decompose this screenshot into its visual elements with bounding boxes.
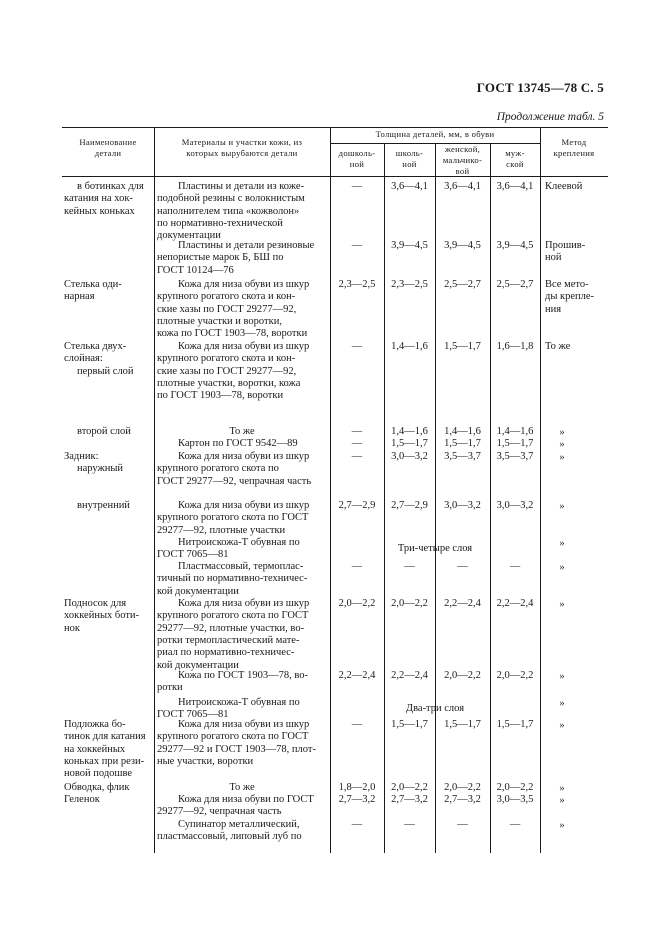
row-name: Подложка бо-: [64, 719, 126, 730]
header-women: вой: [455, 166, 470, 176]
row-material: Картон по ГОСТ 9542—89: [178, 438, 298, 449]
value-preschool: —: [351, 819, 363, 830]
value-preschool: —: [351, 341, 363, 352]
value-preschool: —: [351, 451, 363, 462]
header-women: женской,: [444, 144, 481, 154]
value-men: 1,5—1,7: [496, 719, 534, 730]
row-material: Кожа для низа обуви по ГОСТ: [178, 794, 314, 805]
row-name: катания на хок-: [64, 193, 134, 205]
row-material: 29277—92, плотные участки, во-: [157, 622, 305, 634]
header-name: детали: [94, 148, 122, 159]
value-women: —: [457, 561, 468, 572]
value-school: 1,4—1,6: [391, 341, 428, 352]
row-material: кожа по ГОСТ 1903—78, воротки: [157, 328, 308, 340]
value-preschool: —: [351, 240, 363, 251]
row-method: Все мето-: [545, 279, 589, 290]
row-material: ные участки, воротки: [157, 755, 254, 767]
row-material: крупного рогатого скота по ГОСТ: [157, 610, 309, 622]
value-women: 2,7—3,2: [444, 794, 481, 805]
value-women: 3,6—4,1: [444, 181, 481, 192]
row-material: ГОСТ 29277—92, чепрачная часть: [157, 475, 312, 487]
row-material: риал по нормативно-техничес-: [157, 647, 295, 659]
row-material: ГОСТ 7065—81: [157, 709, 229, 721]
row-name: хоккейных боти-: [64, 610, 140, 622]
row-material: плотные участки и воротки,: [157, 315, 282, 327]
value-school: 2,2—2,4: [391, 670, 428, 681]
row-name: первый слой: [77, 365, 134, 377]
value-school: 3,0—3,2: [391, 451, 428, 462]
row-material: кой документации: [157, 585, 239, 597]
value-women: 3,0—3,2: [444, 500, 481, 511]
header-school: ной: [402, 159, 417, 170]
table-top-rule: [62, 127, 608, 128]
value-school: 1,4—1,6: [391, 426, 428, 437]
row-material: плотные участки, воротки, кожа: [157, 377, 301, 389]
value-preschool: —: [351, 561, 363, 572]
row-material: тичный по нормативно-техничес-: [157, 573, 308, 585]
row-material: подобной резины с волокнистым: [157, 193, 305, 205]
row-material: наполнителем типа «кожволон»: [157, 205, 300, 217]
row-material: крупного рогатого скота по ГОСТ: [157, 512, 309, 524]
value-men: 2,2—2,4: [496, 598, 534, 609]
table-header-bottom-rule: [62, 176, 608, 177]
value-men: 2,0—2,2: [496, 782, 534, 793]
value-preschool: 2,7—2,9: [338, 500, 376, 511]
header-thickness: Толщина деталей, мм, в обуви: [375, 129, 495, 139]
row-material: крупного рогатого скота по: [157, 463, 279, 475]
value-women: 1,5—1,7: [444, 719, 481, 730]
row-name: коньках при рези-: [64, 755, 145, 767]
column-rule-2: [540, 128, 541, 853]
row-material: Пластины и детали из коже-: [178, 181, 305, 192]
value-men: 3,6—4,1: [496, 181, 534, 192]
value-school: 2,0—2,2: [391, 782, 428, 793]
value-school: 1,5—1,7: [391, 438, 428, 449]
row-method: »: [559, 783, 565, 794]
row-material: Кожа для низа обуви из шкур: [178, 598, 310, 609]
row-material: Нитроискожа-Т обувная по: [178, 697, 300, 708]
row-material: крупного рогатого скота и кон-: [157, 353, 296, 365]
row-material: Пластмассовый, термоплас-: [178, 561, 304, 572]
row-method: ния: [545, 303, 562, 315]
value-preschool: 2,3—2,5: [338, 279, 376, 290]
row-name: новой подошве: [64, 768, 133, 780]
value-men: 3,5—3,7: [496, 451, 534, 462]
row-material: ГОСТ 10124—76: [157, 264, 234, 276]
value-women: 1,4—1,6: [444, 426, 481, 437]
row-method: »: [559, 599, 565, 610]
row-material: ские хазы по ГОСТ 29277—92,: [157, 365, 297, 377]
value-preschool: 2,2—2,4: [338, 670, 376, 681]
row-material: непористые марок Б, БШ по: [157, 252, 284, 264]
row-material: по нормативно-технической: [157, 217, 283, 229]
header-method: крепления: [553, 148, 595, 159]
row-name: Подносок для: [64, 598, 127, 609]
column-rule-0: [154, 128, 155, 853]
value-school: 2,3—2,5: [391, 279, 428, 290]
header-materials: которых вырубаются детали: [186, 148, 298, 159]
row-material: Кожа для низа обуви из шкур: [178, 279, 310, 290]
row-material: пластмассовый, липовый луб по: [157, 831, 302, 843]
row-name: Обводка, флик: [64, 782, 130, 793]
row-material: Кожа для низа обуви из шкур: [178, 341, 310, 352]
value-women: 3,9—4,5: [444, 240, 481, 251]
value-women: 1,5—1,7: [444, 438, 481, 449]
value-men: —: [509, 819, 521, 830]
row-material: кой документации: [157, 659, 239, 671]
value-women: 2,0—2,2: [444, 670, 481, 681]
value-preschool: 2,7—3,2: [338, 794, 376, 805]
value-women: 2,2—2,4: [444, 598, 481, 609]
row-name: в ботинках для: [77, 181, 144, 192]
row-material: ротки: [157, 682, 183, 694]
row-material: Нитроискожа-Т обувная по: [178, 537, 300, 548]
header-preschool: ной: [349, 159, 365, 170]
value-men: 3,0—3,2: [496, 500, 534, 511]
value-women: 2,5—2,7: [444, 279, 481, 290]
row-method: Прошив-: [545, 240, 586, 251]
row-name: нарная: [64, 291, 95, 303]
row-material: ротки термопластический мате-: [157, 634, 300, 646]
value-preschool: —: [351, 426, 363, 437]
row-material: То же: [229, 426, 255, 437]
value-men: 2,0—2,2: [496, 670, 534, 681]
row-method: »: [559, 501, 565, 512]
row-material: Кожа по ГОСТ 1903—78, во-: [178, 670, 308, 681]
header-school: школь-: [395, 148, 424, 158]
row-material: Кожа для низа обуви из шкур: [178, 500, 310, 511]
header-method: Метод: [561, 137, 587, 147]
row-name: второй слой: [77, 426, 131, 437]
row-material: Кожа для низа обуви из шкур: [178, 451, 310, 462]
row-method: »: [559, 720, 565, 731]
row-material: 29277—92 и ГОСТ 1903—78, плот-: [157, 743, 316, 755]
row-method: »: [559, 538, 565, 549]
span-value: Три-четыре слоя: [397, 543, 473, 554]
row-method: ной: [545, 252, 562, 264]
value-school: —: [404, 561, 415, 572]
row-material: То же: [229, 782, 255, 793]
row-material: 29277—92, плотные участки: [157, 524, 286, 536]
row-material: крупного рогатого скота и кон-: [157, 291, 296, 303]
value-school: 1,5—1,7: [391, 719, 428, 730]
row-material: 29277—92, чепрачная часть: [157, 806, 282, 818]
value-men: —: [509, 561, 521, 572]
value-school: 2,7—2,9: [391, 500, 428, 511]
row-material: Супинатор металлический,: [178, 819, 300, 830]
value-men: 2,5—2,7: [496, 279, 534, 290]
row-name: на хоккейных: [64, 743, 126, 755]
span-value: Два-три слоя: [405, 703, 465, 714]
row-material: крупного рогатого скота по ГОСТ: [157, 731, 309, 743]
row-method: »: [559, 671, 565, 682]
row-method: Клеевой: [545, 181, 583, 192]
row-name: кейных коньках: [64, 205, 135, 217]
header-women: мальчико-: [442, 155, 483, 165]
row-name: Задник:: [64, 451, 99, 462]
row-name: наружный: [77, 463, 124, 475]
row-name: внутренний: [77, 500, 130, 511]
row-method: »: [559, 820, 565, 831]
row-material: ГОСТ 7065—81: [157, 549, 229, 561]
value-women: 2,0—2,2: [444, 782, 481, 793]
row-method: »: [559, 795, 565, 806]
header-name: Наименование: [79, 137, 137, 147]
value-women: —: [457, 819, 468, 830]
header-materials: Материалы и участки кожи, из: [181, 137, 303, 147]
row-method: »: [559, 452, 565, 463]
row-name: Стелька двух-: [64, 341, 127, 352]
value-men: 1,6—1,8: [496, 341, 534, 352]
value-men: 1,5—1,7: [496, 438, 534, 449]
table-continuation-caption: Продолжение табл. 5: [496, 111, 604, 123]
row-material: документации: [157, 230, 221, 242]
value-preschool: 1,8—2,0: [338, 782, 376, 793]
header-preschool: дошколь-: [338, 148, 376, 158]
row-material: по ГОСТ 1903—78, воротки: [157, 390, 284, 402]
row-name: Стелька оди-: [64, 279, 122, 290]
row-method: ды крепле-: [545, 291, 595, 303]
row-method: »: [559, 439, 565, 450]
value-preschool: —: [351, 181, 363, 192]
header-men: ской: [506, 159, 524, 170]
page-header-standard: ГОСТ 13745—78 С. 5: [476, 80, 604, 95]
value-women: 1,5—1,7: [444, 341, 481, 352]
value-preschool: —: [351, 438, 363, 449]
row-material: Кожа для низа обуви из шкур: [178, 719, 310, 730]
row-method: То же: [545, 341, 571, 352]
row-name: слойная:: [64, 353, 103, 365]
value-men: 3,9—4,5: [496, 240, 534, 251]
column-rule-1: [330, 128, 331, 853]
value-preschool: —: [351, 719, 363, 730]
value-school: 3,9—4,5: [391, 240, 428, 251]
value-men: 1,4—1,6: [496, 426, 534, 437]
row-method: »: [559, 562, 565, 573]
row-material: ские хазы по ГОСТ 29277—92,: [157, 303, 297, 315]
value-school: 2,0—2,2: [391, 598, 428, 609]
row-name: тинок для катания: [64, 731, 146, 743]
value-school: —: [404, 819, 415, 830]
value-school: 3,6—4,1: [391, 181, 428, 192]
value-women: 3,5—3,7: [444, 451, 481, 462]
row-name: Геленок: [64, 794, 100, 805]
header-men: муж-: [505, 148, 525, 158]
value-school: 2,7—3,2: [391, 794, 428, 805]
row-method: »: [559, 427, 565, 438]
value-men: 3,0—3,5: [496, 794, 534, 805]
row-material: Пластины и детали резиновые: [178, 240, 315, 251]
row-name: нок: [64, 622, 80, 634]
row-method: »: [559, 698, 565, 709]
value-preschool: 2,0—2,2: [338, 598, 376, 609]
